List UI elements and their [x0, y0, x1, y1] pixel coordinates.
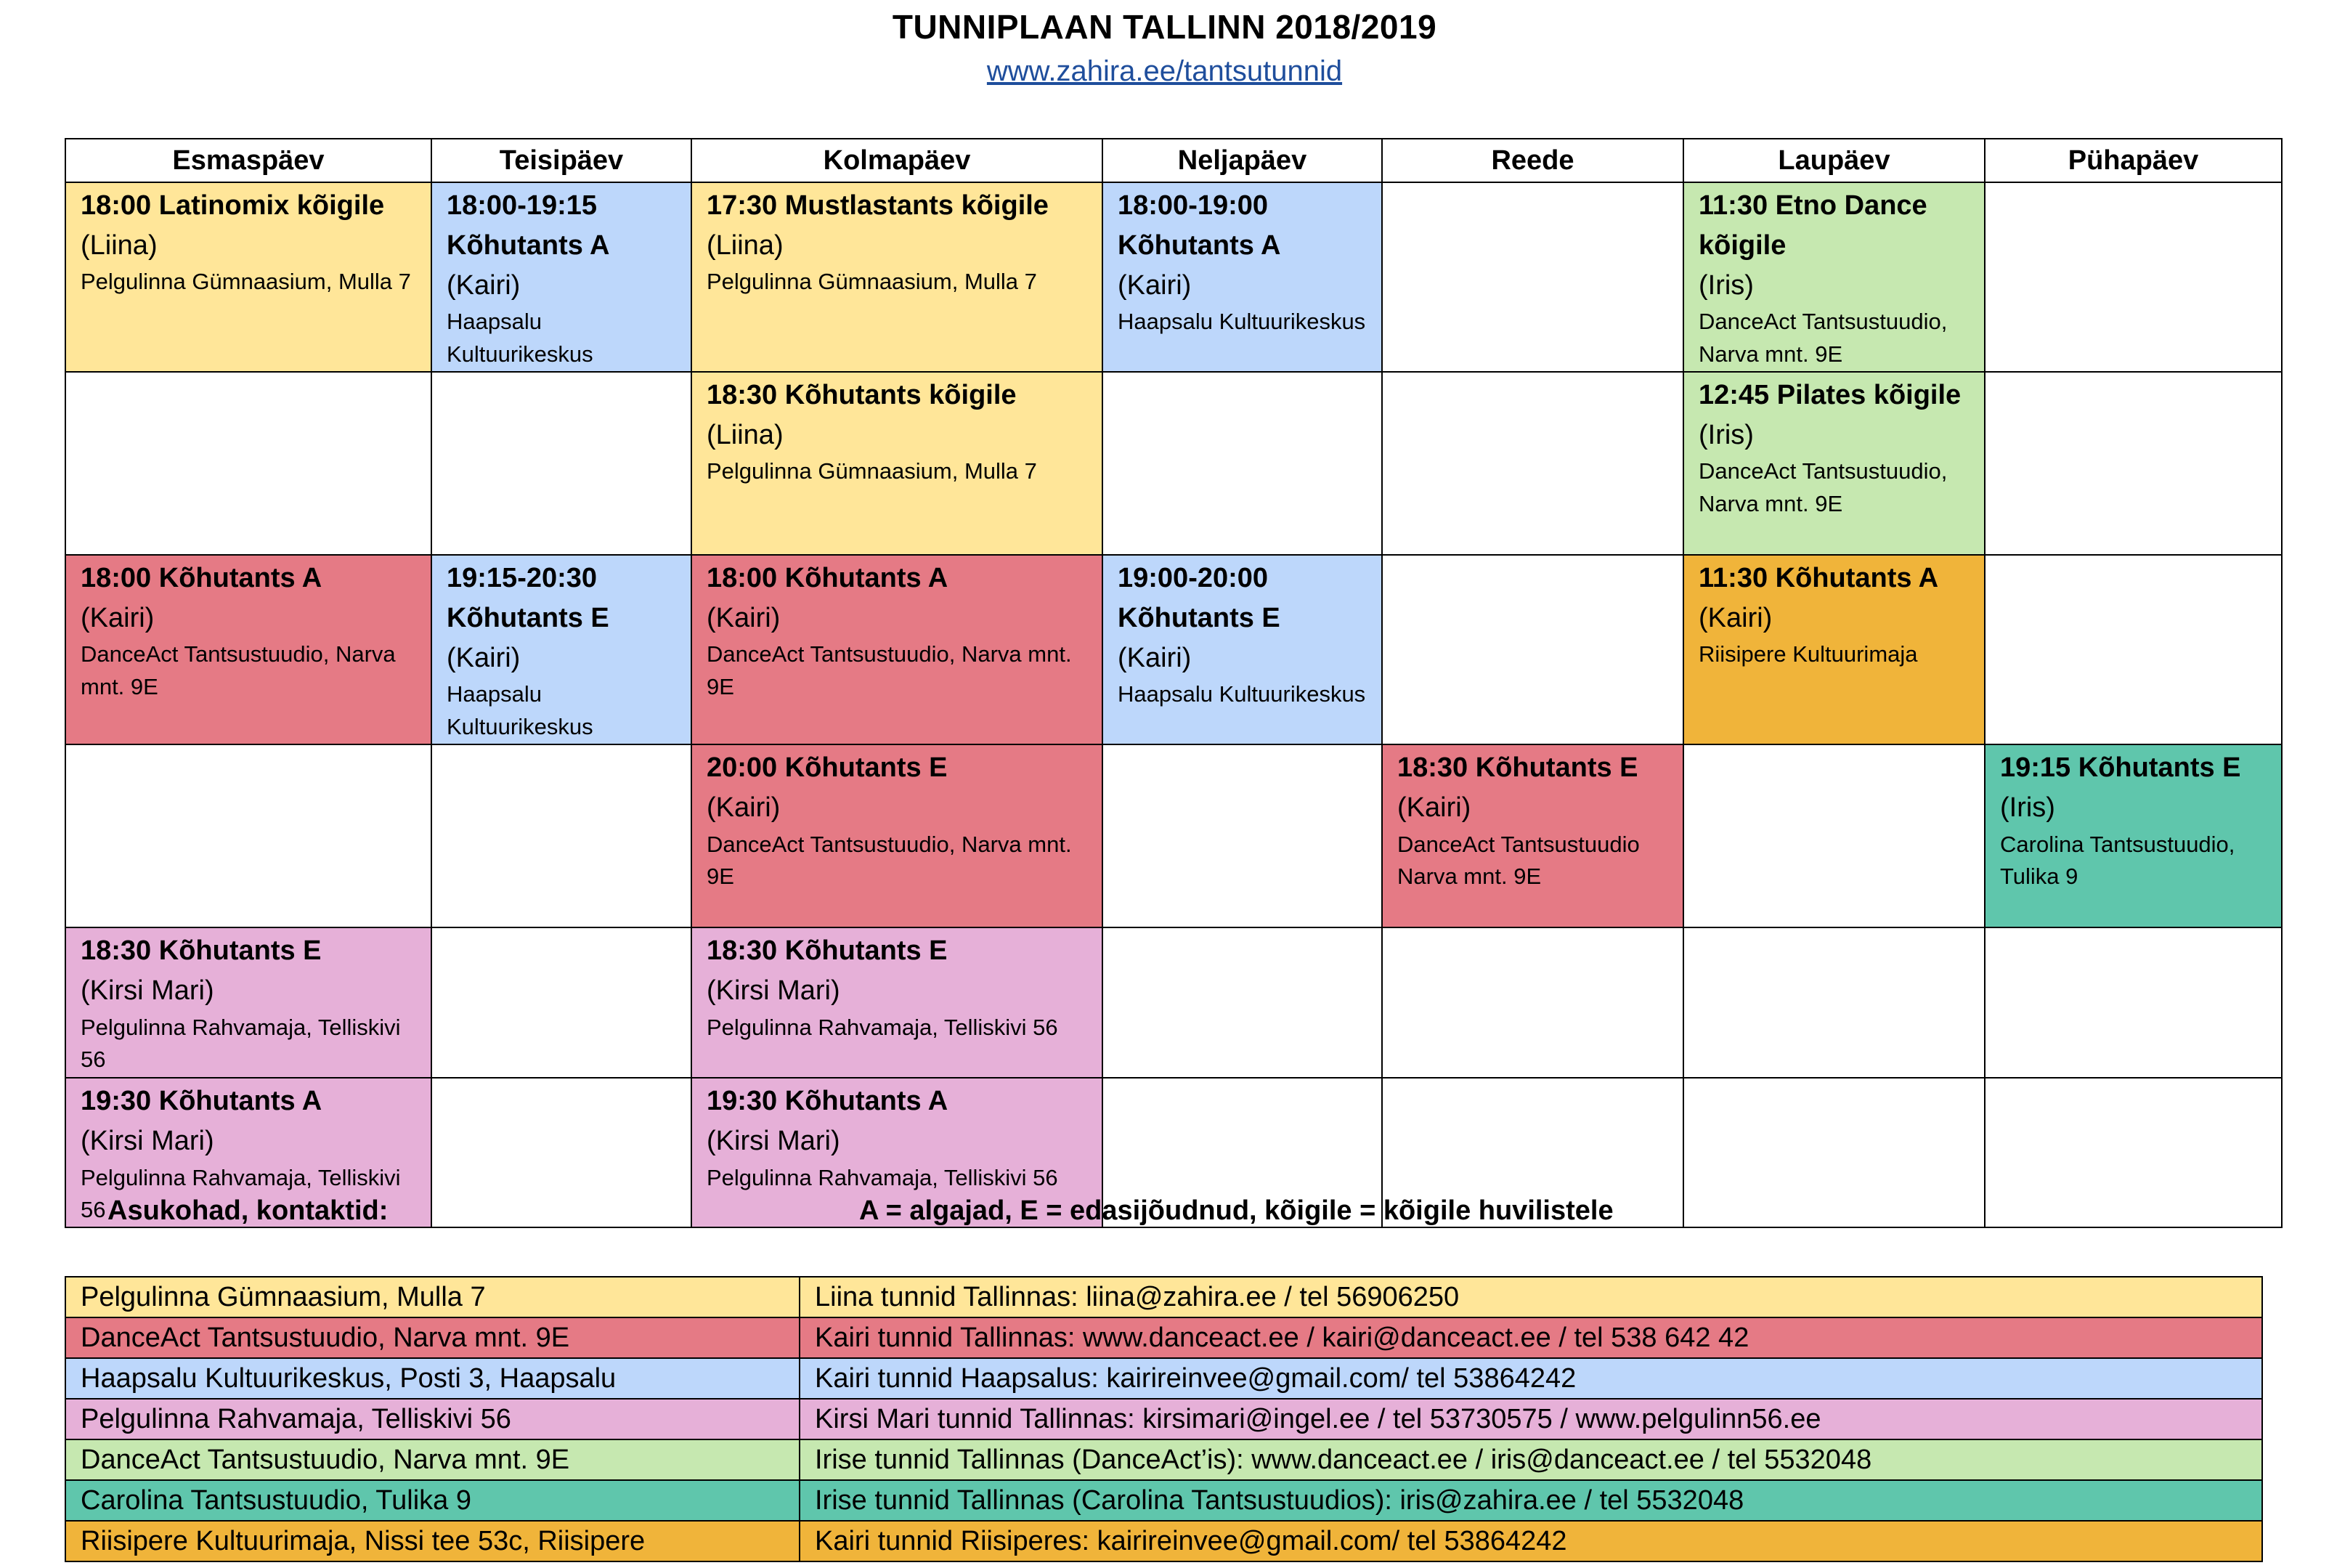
class-teacher: (Liina)	[81, 230, 158, 261]
class-teacher: (Kairi)	[1118, 643, 1192, 674]
class-title: 18:00 Kõhutants A	[81, 563, 322, 594]
empty-cell	[1382, 182, 1683, 372]
class-venue: Pelgulinna Rahvamaja, Telliskivi 56	[81, 1014, 401, 1073]
class-teacher: (Kirsi Mari)	[81, 1126, 214, 1157]
class-title: 18:30 Kõhutants E	[1397, 752, 1638, 784]
class-venue: Pelgulinna Gümnaasium, Mulla 7	[707, 269, 1037, 295]
class-title: 18:30 Kõhutants kõigile	[707, 380, 1017, 411]
class-venue: Pelgulinna Rahvamaja, Telliskivi 56	[81, 1164, 401, 1223]
class-title: 11:30 Etno Dance kõigile	[1699, 190, 1927, 261]
contact-details: Kirsi Mari tunnid Tallinnas: kirsimari@ingel.ee / tel 53730575 / www.pelgulinn56.ee	[800, 1399, 2262, 1439]
class-teacher: (Kairi)	[707, 603, 781, 634]
contact-row	[65, 1358, 2262, 1399]
class-title: 19:00-20:00 Kõhutants E	[1118, 563, 1280, 634]
class-venue: Haapsalu Kultuurikeskus	[447, 309, 593, 367]
class-cell	[691, 927, 1102, 1078]
contact-row	[65, 1277, 2262, 1317]
class-title: 18:00 Latinomix kõigile	[81, 190, 385, 221]
contact-location: Pelgulinna Rahvamaja, Telliskivi 56	[65, 1399, 800, 1439]
class-venue: DanceAct Tantsustuudio, Narva mnt. 9E	[707, 641, 1072, 700]
class-title: 18:00 Kõhutants A	[707, 563, 948, 594]
empty-cell	[65, 372, 431, 555]
class-cell	[65, 927, 431, 1078]
class-venue: Riisipere Kultuurimaja	[1699, 641, 1918, 667]
empty-cell	[1985, 927, 2282, 1078]
class-teacher: (Kairi)	[447, 270, 521, 301]
class-teacher: (Kirsi Mari)	[81, 975, 214, 1007]
contact-row	[65, 1521, 2262, 1561]
empty-cell	[1382, 555, 1683, 744]
schedule-row	[65, 372, 2282, 555]
class-title: 18:00-19:15 Kõhutants A	[447, 190, 610, 261]
contact-details: Irise tunnid Tallinnas (Carolina Tantsustuudios): iris@zahira.ee / tel 5532048	[800, 1480, 2262, 1521]
class-cell	[691, 182, 1102, 372]
contact-row	[65, 1439, 2262, 1480]
empty-cell	[65, 744, 431, 927]
empty-cell	[431, 372, 691, 555]
class-cell	[1683, 372, 1985, 555]
class-title: 20:00 Kõhutants E	[707, 752, 948, 784]
class-title: 19:15 Kõhutants E	[2000, 752, 2241, 784]
day-header-row	[65, 139, 2282, 182]
class-venue: DanceAct Tantsustuudio, Narva mnt. 9E	[81, 641, 396, 700]
contact-row	[65, 1317, 2262, 1358]
contact-details: Irise tunnid Tallinnas (DanceAct’is): www.danceact.ee / iris@danceact.ee / tel 5532048	[800, 1439, 2262, 1480]
class-venue: DanceAct Tantsustuudio, Narva mnt. 9E	[707, 831, 1072, 890]
class-cell	[691, 372, 1102, 555]
class-venue: DanceAct Tantsustuudio, Narva mnt. 9E	[1699, 309, 1948, 367]
contact-details: Liina tunnid Tallinnas: liina@zahira.ee / tel 56906250	[800, 1277, 2262, 1317]
class-cell	[1683, 555, 1985, 744]
contact-location: DanceAct Tantsustuudio, Narva mnt. 9E	[65, 1439, 800, 1480]
page-title: TUNNIPLAAN TALLINN 2018/2019	[892, 8, 1437, 46]
day-header: Laupäev	[1683, 139, 1985, 182]
class-title: 18:30 Kõhutants E	[81, 935, 322, 967]
class-venue: Haapsalu Kultuurikeskus	[1118, 681, 1366, 707]
contact-location: DanceAct Tantsustuudio, Narva mnt. 9E	[65, 1317, 800, 1358]
class-title: 18:00-19:00 Kõhutants A	[1118, 190, 1281, 261]
class-title: 19:30 Kõhutants A	[707, 1086, 948, 1117]
class-venue: Haapsalu Kultuurikeskus	[1118, 309, 1366, 335]
contact-location: Riisipere Kultuurimaja, Nissi tee 53c, Riisipere	[65, 1521, 800, 1561]
class-venue: DanceAct Tantsustuudio, Narva mnt. 9E	[1699, 458, 1948, 517]
class-teacher: (Kairi)	[1118, 270, 1192, 301]
class-title: 11:30 Kõhutants A	[1699, 563, 1939, 594]
contact-row	[65, 1399, 2262, 1439]
class-venue: Pelgulinna Rahvamaja, Telliskivi 56	[707, 1164, 1058, 1190]
empty-cell	[1683, 744, 1985, 927]
class-cell	[691, 744, 1102, 927]
empty-cell	[431, 927, 691, 1078]
day-header: Kolmapäev	[691, 139, 1102, 182]
empty-cell	[1985, 372, 2282, 555]
class-teacher: (Kairi)	[1699, 603, 1773, 634]
empty-cell	[431, 1078, 691, 1227]
contact-details: Kairi tunnid Riisiperes: kairireinvee@gmail.com/ tel 53864242	[800, 1521, 2262, 1561]
day-header: Reede	[1382, 139, 1683, 182]
class-teacher: (Iris)	[1699, 420, 1754, 451]
class-teacher: (Kairi)	[447, 643, 521, 674]
contact-row	[65, 1480, 2262, 1521]
class-cell	[431, 182, 691, 372]
class-teacher: (Kairi)	[81, 603, 155, 634]
class-cell	[65, 182, 431, 372]
class-venue: Pelgulinna Gümnaasium, Mulla 7	[707, 458, 1037, 484]
locations-label: Asukohad, kontaktid:	[107, 1195, 389, 1226]
class-cell	[65, 555, 431, 744]
schedule-row	[65, 744, 2282, 927]
day-header: Teisipäev	[431, 139, 691, 182]
day-header: Neljapäev	[1102, 139, 1382, 182]
class-cell	[1985, 744, 2282, 927]
class-venue: Haapsalu Kultuurikeskus	[447, 681, 593, 740]
contact-location: Pelgulinna Gümnaasium, Mulla 7	[65, 1277, 800, 1317]
class-teacher: (Kairi)	[707, 792, 781, 824]
class-cell	[1382, 744, 1683, 927]
website-link[interactable]: www.zahira.ee/tantsutunnid	[986, 55, 1343, 87]
class-title: 17:30 Mustlastants kõigile	[707, 190, 1049, 221]
day-header: Pühapäev	[1985, 139, 2282, 182]
class-title: 12:45 Pilates kõigile	[1699, 380, 1962, 411]
class-cell	[1102, 182, 1382, 372]
empty-cell	[1102, 372, 1382, 555]
empty-cell	[1683, 927, 1985, 1078]
class-teacher: (Kirsi Mari)	[707, 975, 840, 1007]
class-teacher: (Kirsi Mari)	[707, 1126, 840, 1157]
class-teacher: (Iris)	[2000, 792, 2055, 824]
empty-cell	[1102, 744, 1382, 927]
class-cell	[431, 555, 691, 744]
class-teacher: (Iris)	[1699, 270, 1754, 301]
empty-cell	[1985, 182, 2282, 372]
class-teacher: (Liina)	[707, 230, 784, 261]
schedule-row	[65, 555, 2282, 744]
contact-details: Kairi tunnid Tallinnas: www.danceact.ee / kairi@danceact.ee / tel 538 642 42	[800, 1317, 2262, 1358]
contact-location: Haapsalu Kultuurikeskus, Posti 3, Haapsalu	[65, 1358, 800, 1399]
empty-cell	[1382, 372, 1683, 555]
abbreviations-legend: A = algajad, E = edasijõudnud, kõigile = kõigile huvilistele	[859, 1195, 1614, 1226]
schedule-row	[65, 182, 2282, 372]
class-teacher: (Liina)	[707, 420, 784, 451]
empty-cell	[1985, 1078, 2282, 1227]
empty-cell	[1683, 1078, 1985, 1227]
class-cell	[691, 555, 1102, 744]
class-title: 18:30 Kõhutants E	[707, 935, 948, 967]
class-cell	[1102, 555, 1382, 744]
contacts-table	[65, 1276, 2263, 1562]
schedule-table	[65, 138, 2283, 1228]
class-venue: Carolina Tantsustuudio, Tulika 9	[2000, 831, 2235, 890]
class-teacher: (Kairi)	[1397, 792, 1471, 824]
class-cell	[1683, 182, 1985, 372]
contact-location: Carolina Tantsustuudio, Tulika 9	[65, 1480, 800, 1521]
empty-cell	[1985, 555, 2282, 744]
schedule-row	[65, 927, 2282, 1078]
class-venue: Pelgulinna Rahvamaja, Telliskivi 56	[707, 1014, 1058, 1040]
class-venue: DanceAct Tantsustuudio Narva mnt. 9E	[1397, 831, 1640, 890]
empty-cell	[1382, 927, 1683, 1078]
class-venue: Pelgulinna Gümnaasium, Mulla 7	[81, 269, 411, 295]
day-header: Esmaspäev	[65, 139, 431, 182]
class-title: 19:15-20:30 Kõhutants E	[447, 563, 609, 634]
class-title: 19:30 Kõhutants A	[81, 1086, 322, 1117]
empty-cell	[431, 744, 691, 927]
empty-cell	[1102, 927, 1382, 1078]
contact-details: Kairi tunnid Haapsalus: kairireinvee@gmail.com/ tel 53864242	[800, 1358, 2262, 1399]
